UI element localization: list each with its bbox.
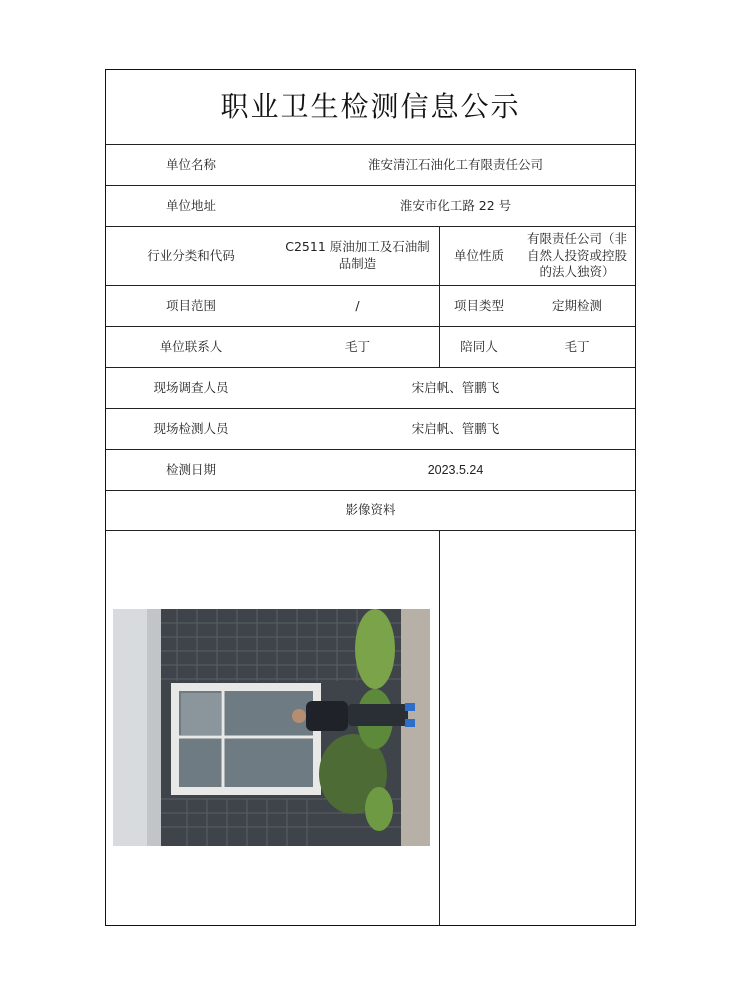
row-project bbox=[106, 286, 635, 327]
escort-label: 陪同人 bbox=[460, 338, 498, 354]
industry-label: 行业分类和代码 bbox=[147, 247, 235, 263]
row-test-date bbox=[106, 450, 635, 491]
row-industry bbox=[106, 227, 635, 286]
survey-staff-value: 宋启帆、管鹏飞 bbox=[411, 379, 500, 395]
site-photo bbox=[113, 609, 430, 846]
divider bbox=[439, 531, 440, 925]
survey-staff-label: 现场调查人员 bbox=[153, 379, 229, 395]
test-staff-label: 现场检测人员 bbox=[153, 420, 229, 436]
contact-value: 毛丁 bbox=[344, 338, 370, 354]
row-unit-address bbox=[106, 186, 635, 227]
unit-name-label: 单位名称 bbox=[165, 156, 216, 172]
contact-label: 单位联系人 bbox=[159, 338, 223, 354]
disclosure-table bbox=[105, 69, 636, 926]
unit-name-value: 淮安清江石油化工有限责任公司 bbox=[367, 156, 543, 172]
row-contact bbox=[106, 327, 635, 368]
row-unit-name bbox=[106, 145, 635, 186]
project-type-label: 项目类型 bbox=[453, 297, 504, 313]
project-scope-label: 项目范围 bbox=[165, 297, 216, 313]
images-area bbox=[106, 531, 635, 925]
industry-value: C2511 原油加工及石油制品制造 bbox=[285, 239, 430, 271]
row-survey-staff bbox=[106, 368, 635, 409]
images-label: 影像资料 bbox=[345, 502, 396, 518]
unit-nature-value: 有限责任公司（非自然人投资或控股的法人独资） bbox=[526, 230, 627, 280]
row-test-staff bbox=[106, 409, 635, 450]
unit-address-label: 单位地址 bbox=[165, 197, 216, 213]
site-photo-image bbox=[113, 609, 430, 846]
row-images-label bbox=[106, 491, 635, 531]
unit-nature-label: 单位性质 bbox=[453, 247, 504, 263]
test-date-label: 检测日期 bbox=[165, 461, 216, 477]
test-staff-value: 宋启帆、管鹏飞 bbox=[411, 420, 500, 436]
title-row bbox=[106, 70, 635, 145]
test-date-value: 2023.5.24 bbox=[427, 462, 484, 477]
page-title: 职业卫生检测信息公示 bbox=[220, 90, 521, 124]
unit-address-value: 淮安市化工路 22 号 bbox=[399, 197, 512, 213]
project-scope-value: / bbox=[355, 297, 360, 313]
project-type-value: 定期检测 bbox=[551, 297, 602, 313]
escort-value: 毛丁 bbox=[564, 338, 590, 354]
